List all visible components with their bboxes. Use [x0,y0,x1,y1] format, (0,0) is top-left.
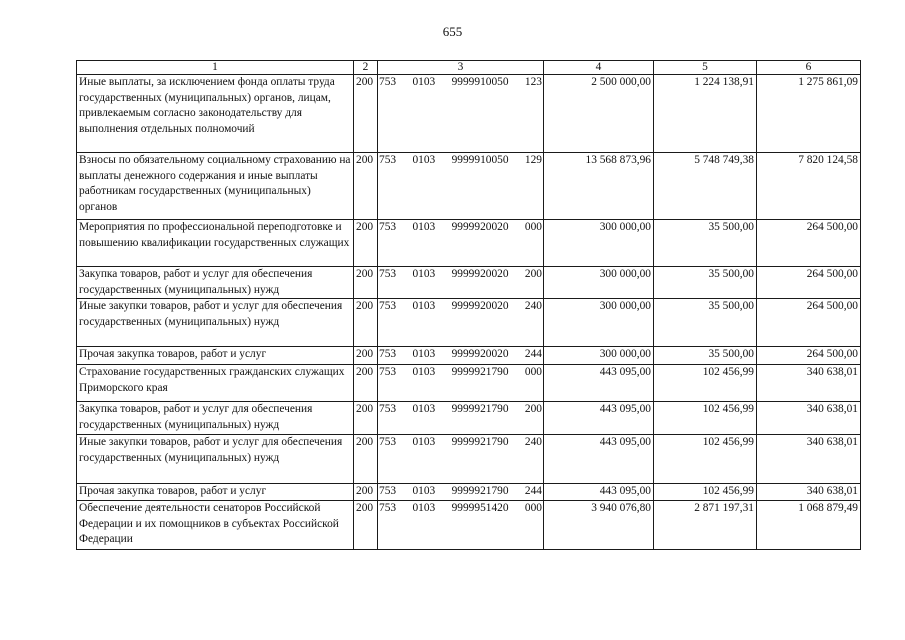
target-code: 9999921790 [451,436,509,448]
header-cell: 6 [757,61,861,75]
ministry-code: 753 [379,403,397,415]
table-row [77,153,861,220]
row-name: Иные закупки товаров, работ и услуг для обеспечения государственных (муниципальных) нужд [77,435,354,484]
row-code [378,267,544,299]
header-cell: 5 [654,61,757,75]
row-name: Иные закупки товаров, работ и услуг для обеспечения государственных (муниципальных) нужд [77,299,354,347]
header-cell: 3 [378,61,544,75]
ministry-code: 753 [379,268,397,280]
row-col5: 5 748 749,38 [654,153,757,220]
ministry-code: 753 [379,76,397,88]
row-name: Закупка товаров, работ и услуг для обеспечения государственных (муниципальных) нужд [77,267,354,299]
row-name: Закупка товаров, работ и услуг для обеспечения государственных (муниципальных) нужд [77,402,354,435]
row-col2: 200 [354,153,378,220]
row-code [378,75,544,153]
table-row [77,220,861,267]
row-col4: 300 000,00 [544,299,654,347]
row-code [378,299,544,347]
row-col2: 200 [354,220,378,267]
header-cell: 4 [544,61,654,75]
section-code: 0103 [412,403,436,415]
row-code [378,220,544,267]
table-row [77,267,861,299]
ministry-code: 753 [379,366,397,378]
vid-code: 000 [524,366,542,378]
ministry-code: 753 [379,348,397,360]
ministry-code: 753 [379,300,397,312]
row-name: Иные выплаты, за исключением фонда оплаты труда государственных (муниципальных) органов, лицам, привлекаемым согласно законодательству для выполнения отдельных полномочий [77,75,354,153]
row-col2: 200 [354,299,378,347]
row-col4: 443 095,00 [544,365,654,402]
row-name: Мероприятия по профессиональной переподготовке и повышению квалификации государственных служащих [77,220,354,267]
table-row [77,365,861,402]
row-code [378,347,544,365]
row-col5: 102 456,99 [654,484,757,501]
row-col2: 200 [354,435,378,484]
section-code: 0103 [412,485,436,497]
section-code: 0103 [412,300,436,312]
vid-code: 123 [524,76,542,88]
row-col6: 340 638,01 [757,435,861,484]
row-col4: 300 000,00 [544,267,654,299]
row-name: Взносы по обязательному социальному страхованию на выплаты денежного содержания и иные выплаты работникам государственных (муниципальных) органов [77,153,354,220]
budget-table [76,60,861,550]
row-col6: 264 500,00 [757,347,861,365]
row-col5: 35 500,00 [654,347,757,365]
table-row [77,484,861,501]
row-col6: 264 500,00 [757,220,861,267]
section-code: 0103 [412,268,436,280]
row-name: Обеспечение деятельности сенаторов Российской Федерации и их помощников в субъектах Российской Федерации [77,501,354,550]
row-col4: 13 568 873,96 [544,153,654,220]
vid-code: 240 [524,300,542,312]
row-name: Прочая закупка товаров, работ и услуг [77,484,354,501]
ministry-code: 753 [379,154,397,166]
row-col4: 300 000,00 [544,347,654,365]
vid-code: 129 [524,154,542,166]
page-number: 655 [442,24,463,39]
row-col5: 35 500,00 [654,220,757,267]
section-code: 0103 [412,76,436,88]
target-code: 9999910050 [451,76,509,88]
vid-code: 244 [524,348,542,360]
row-col4: 300 000,00 [544,220,654,267]
row-col2: 200 [354,75,378,153]
row-code [378,435,544,484]
target-code: 9999920020 [451,221,509,233]
table-row [77,402,861,435]
section-code: 0103 [412,436,436,448]
row-name: Прочая закупка товаров, работ и услуг [77,347,354,365]
header-cell: 1 [77,61,354,75]
row-col6: 264 500,00 [757,299,861,347]
ministry-code: 753 [379,485,397,497]
row-col2: 200 [354,267,378,299]
table-header-row [77,61,861,75]
row-col5: 1 224 138,91 [654,75,757,153]
table-row [77,75,861,153]
section-code: 0103 [412,154,436,166]
row-code [378,365,544,402]
target-code: 9999920020 [451,268,509,280]
target-code: 9999951420 [451,502,509,514]
ministry-code: 753 [379,221,397,233]
table-row [77,435,861,484]
vid-code: 200 [524,268,542,280]
row-col6: 7 820 124,58 [757,153,861,220]
row-col6: 340 638,01 [757,402,861,435]
row-col6: 1 068 879,49 [757,501,861,550]
vid-code: 200 [524,403,542,415]
header-cell: 2 [354,61,378,75]
row-code [378,153,544,220]
row-col5: 35 500,00 [654,299,757,347]
row-col4: 443 095,00 [544,435,654,484]
section-code: 0103 [412,221,436,233]
row-col2: 200 [354,365,378,402]
row-col2: 200 [354,501,378,550]
row-col6: 1 275 861,09 [757,75,861,153]
row-col2: 200 [354,347,378,365]
row-col2: 200 [354,484,378,501]
target-code: 9999921790 [451,366,509,378]
target-code: 9999910050 [451,154,509,166]
table-row [77,347,861,365]
vid-code: 000 [524,221,542,233]
vid-code: 244 [524,485,542,497]
row-code [378,484,544,501]
row-code [378,501,544,550]
section-code: 0103 [412,366,436,378]
table-row [77,501,861,550]
section-code: 0103 [412,348,436,360]
row-col4: 443 095,00 [544,402,654,435]
row-col6: 340 638,01 [757,484,861,501]
vid-code: 000 [524,502,542,514]
ministry-code: 753 [379,436,397,448]
section-code: 0103 [412,502,436,514]
row-col5: 102 456,99 [654,365,757,402]
target-code: 9999921790 [451,403,509,415]
vid-code: 240 [524,436,542,448]
row-col5: 102 456,99 [654,402,757,435]
row-code [378,402,544,435]
row-col4: 443 095,00 [544,484,654,501]
table-row [77,299,861,347]
row-name: Страхование государственных гражданских служащих Приморского края [77,365,354,402]
row-col5: 35 500,00 [654,267,757,299]
ministry-code: 753 [379,502,397,514]
row-col4: 3 940 076,80 [544,501,654,550]
row-col2: 200 [354,402,378,435]
target-code: 9999920020 [451,348,509,360]
row-col6: 264 500,00 [757,267,861,299]
target-code: 9999920020 [451,300,509,312]
target-code: 9999921790 [451,485,509,497]
row-col5: 2 871 197,31 [654,501,757,550]
row-col5: 102 456,99 [654,435,757,484]
row-col6: 340 638,01 [757,365,861,402]
row-col4: 2 500 000,00 [544,75,654,153]
